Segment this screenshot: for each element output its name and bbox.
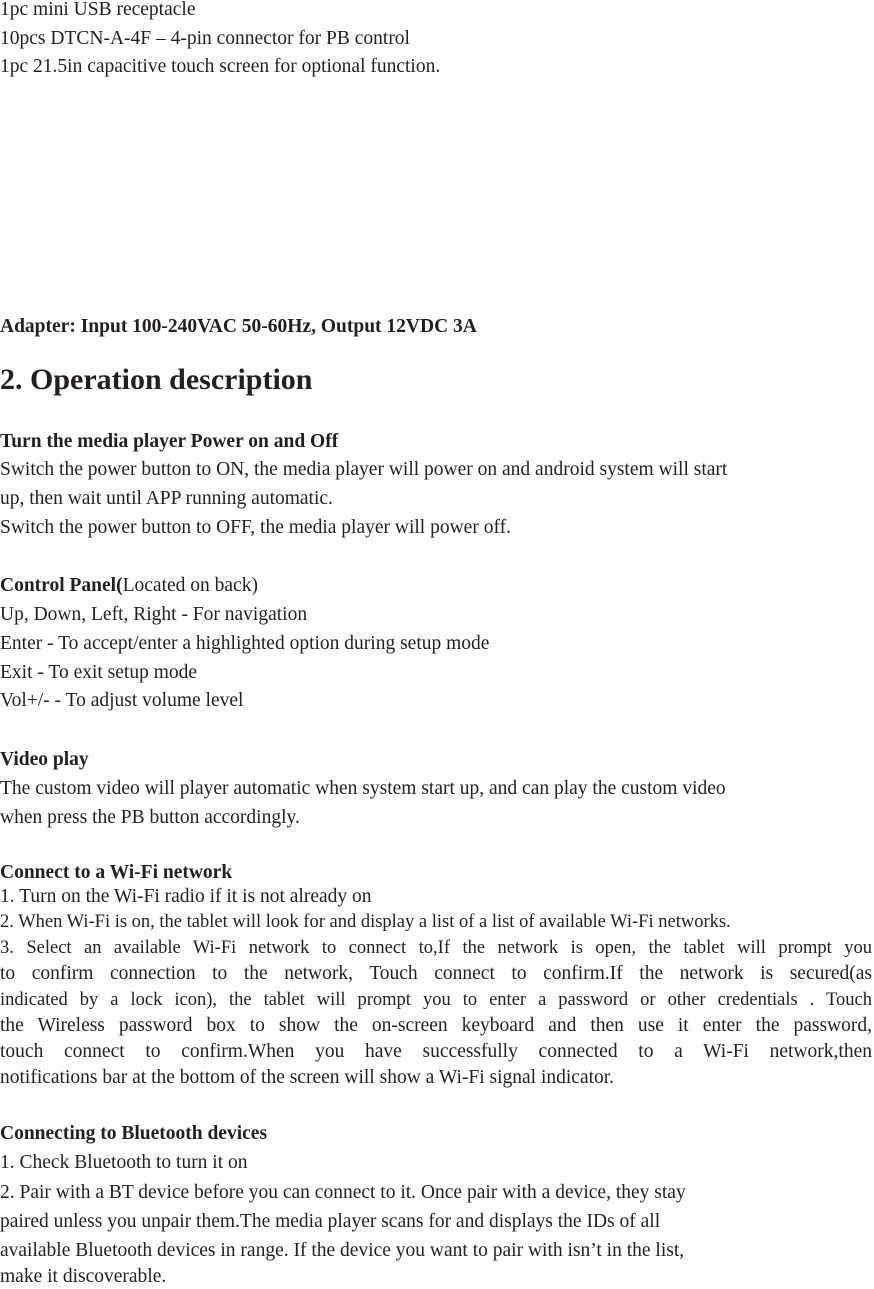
bluetooth-line: 2. Pair with a BT device before you can connect to it. Once pair with a device, they stay — [0, 1182, 686, 1203]
control-panel-heading — [0, 574, 258, 598]
wifi-line: indicated by a lock icon), the tablet will prompt you to enter a password or other credentials . Touch — [0, 990, 872, 1010]
control-panel-heading-bold: Control Panel( — [0, 575, 123, 596]
wifi-heading: Connect to a Wi-Fi network — [0, 862, 233, 883]
bluetooth-heading: Connecting to Bluetooth devices — [0, 1123, 268, 1144]
control-panel-line: Exit - To exit setup mode — [0, 662, 198, 683]
wifi-line: 2. When Wi-Fi is on, the tablet will look for and display a list of a list of available Wi-Fi networks. — [0, 912, 731, 932]
parts-list-item: 10pcs DTCN-A-4F – 4-pin connector for PB control — [0, 28, 410, 49]
video-play-line: when press the PB button accordingly. — [0, 807, 300, 828]
power-line: Switch the power button to OFF, the media player will power off. — [0, 517, 511, 538]
wifi-line: notifications bar at the bottom of the screen will show a Wi-Fi signal indicator. — [0, 1067, 615, 1088]
bluetooth-line: make it discoverable. — [0, 1266, 167, 1287]
wifi-line: 3. Select an available Wi-Fi network to connect to,If the network is open, the tablet will prompt you — [0, 938, 872, 958]
wifi-line: the Wireless password box to show the on-screen keyboard and then use it enter the password, — [0, 1015, 872, 1036]
adapter-spec: Adapter: Input 100-240VAC 50-60Hz, Output 12VDC 3A — [0, 316, 477, 337]
bluetooth-line: paired unless you unpair them.The media player scans for and displays the IDs of all — [0, 1211, 661, 1232]
control-panel-heading-note: Located on back) — [122, 575, 258, 596]
wifi-line: to confirm connection to the network, Touch connect to confirm.If the network is secured(as — [0, 963, 872, 984]
power-line: up, then wait until APP running automatic. — [0, 488, 333, 509]
video-play-heading: Video play — [0, 749, 89, 770]
section-title: 2. Operation description — [0, 363, 313, 396]
parts-list-item: 1pc mini USB receptacle — [0, 0, 196, 20]
control-panel-line: Enter - To accept/enter a highlighted option during setup mode — [0, 633, 490, 654]
wifi-line: 1. Turn on the Wi-Fi radio if it is not already on — [0, 886, 372, 907]
control-panel-line: Up, Down, Left, Right - For navigation — [0, 604, 308, 625]
power-line: Switch the power button to ON, the media player will power on and android system will start — [0, 459, 728, 480]
wifi-line: touch connect to confirm.When you have successfully connected to a Wi-Fi network,then — [0, 1041, 872, 1062]
parts-list-item: 1pc 21.5in capacitive touch screen for optional function. — [0, 56, 441, 77]
control-panel-line: Vol+/- - To adjust volume level — [0, 690, 244, 711]
bluetooth-line: available Bluetooth devices in range. If the device you want to pair with isn’t in the list, — [0, 1240, 685, 1261]
bluetooth-line: 1. Check Bluetooth to turn it on — [0, 1152, 248, 1173]
video-play-line: The custom video will player automatic when system start up, and can play the custom video — [0, 778, 726, 799]
power-heading: Turn the media player Power on and Off — [0, 431, 339, 452]
